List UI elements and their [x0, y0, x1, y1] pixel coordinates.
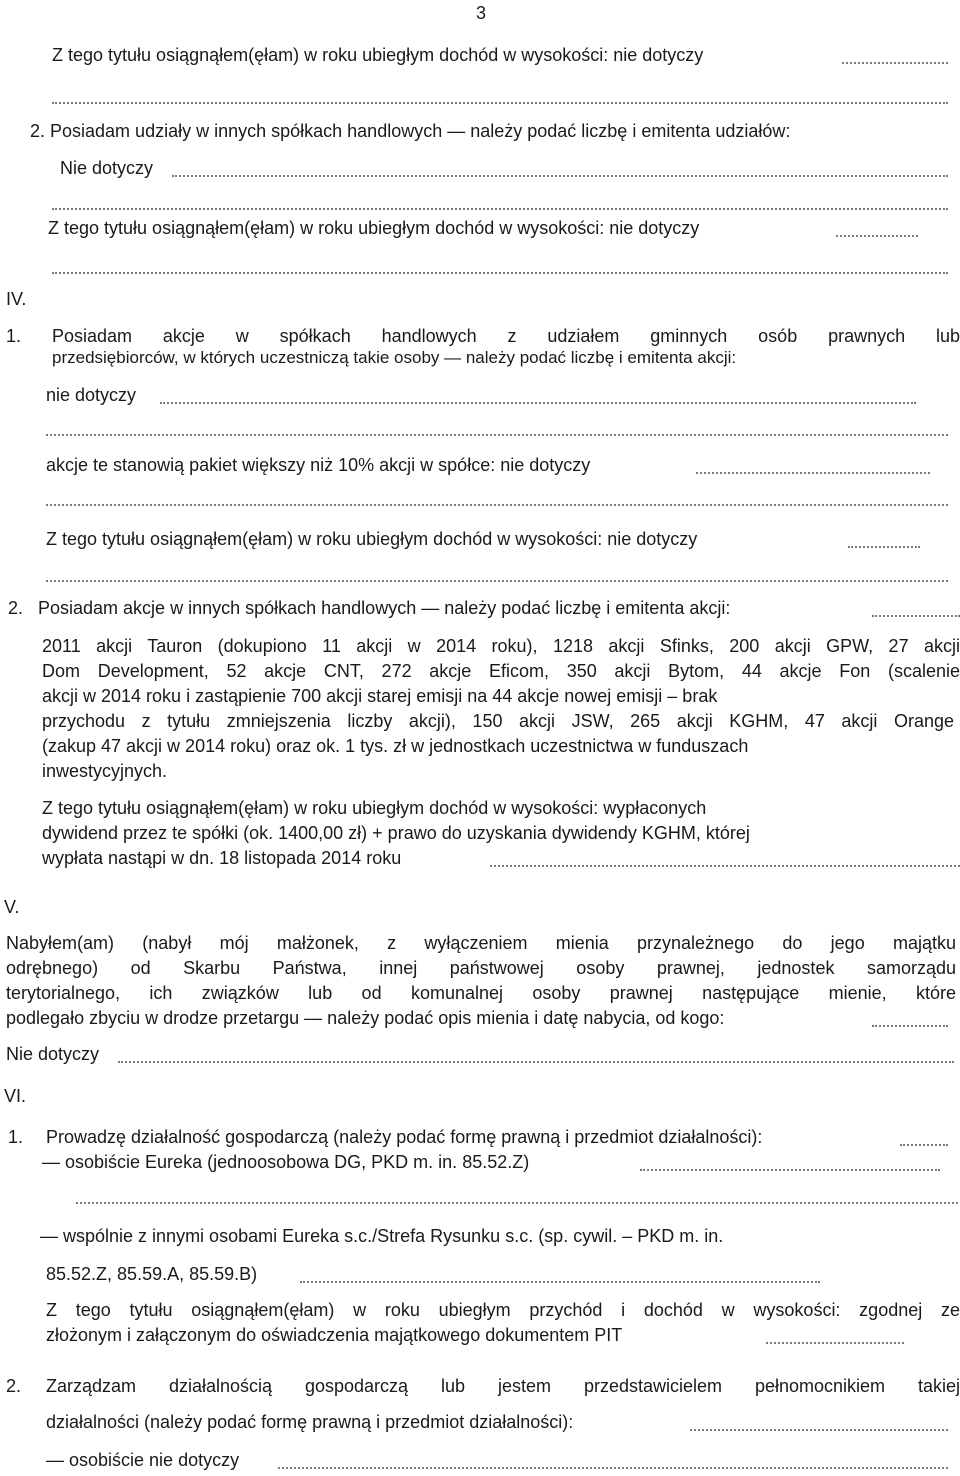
section-v-heading: V.: [4, 897, 20, 917]
dotted-fill: [872, 613, 960, 617]
dotted-fill: [842, 60, 948, 64]
section-vi-item-1-heading: Prowadzę działalność gospodarczą (należy podać formę prawną i przedmiot działalności):: [46, 1127, 763, 1147]
shares-income-line: wypłata nastąpi w dn. 18 listopada 2014 roku: [42, 848, 402, 868]
business-income-line-2: złożonym i załączonym do oświadczenia majątkowego dokumentem PIT: [46, 1325, 623, 1345]
section-iv-item-1-answer: nie dotyczy: [46, 385, 137, 405]
section-v-text-line: odrębnego) od Skarbu Państwa, innej państwowej osoby prawnej, jednostek samorządu: [6, 958, 956, 978]
dotted-fill: [300, 1279, 820, 1283]
dotted-fill: [172, 173, 948, 177]
shares-answer: Nie dotyczy: [60, 158, 154, 178]
section-vi-item-2-line-1: Zarządzam działalnością gospodarczą lub jestem przedstawicielem pełnomocnikiem takiej: [46, 1376, 960, 1396]
shares-answer-line: (zakup 47 akcji w 2014 roku) oraz ok. 1 tys. zł w jednostkach uczestnictwa w funduszach: [42, 736, 749, 756]
section-v-text-line: podlegało zbyciu w drodze przetargu — należy podać opis mienia i datę nabycia, od kogo:: [6, 1008, 725, 1028]
page-number: 3: [476, 3, 487, 23]
dotted-fill: [640, 1167, 940, 1171]
section-iv-package-line: akcje te stanowią pakiet większy niż 10% akcji w spółce: nie dotyczy: [46, 455, 591, 475]
section-iv-heading: IV.: [6, 289, 27, 309]
business-joint-line-1: — wspólnie z innymi osobami Eureka s.c./Strefa Rysunku s.c. (sp. cywil. – PKD m. in.: [40, 1226, 724, 1246]
dotted-line: [52, 206, 948, 210]
dotted-fill: [490, 863, 960, 867]
section-v-text-line: Nabyłem(am) (nabył mój małżonek, z wyłączeniem mienia przynależnego do jego majątku: [6, 933, 956, 953]
business-joint-line-2: 85.52.Z, 85.59.A, 85.59.B): [46, 1264, 258, 1284]
shares-answer-line: przychodu z tytułu zmniejszenia liczby akcji), 150 akcji JSW, 265 akcji KGHM, 47 akcji Orange: [42, 711, 954, 731]
section-iv-item-2-number: 2.: [8, 598, 24, 618]
business-income-line-1: Z tego tytułu osiągnąłem(ęłam) w roku ubiegłym przychód i dochód w wysokości: zgodnej ze: [46, 1300, 960, 1320]
business-personal: — osobiście Eureka (jednoosobowa DG, PKD m. in. 85.52.Z): [42, 1152, 530, 1172]
dotted-fill: [872, 1023, 948, 1027]
dotted-line: [46, 432, 948, 436]
shares-income-line: Z tego tytułu osiągnąłem(ęłam) w roku ubiegłym dochód w wysokości: wypłaconych: [42, 798, 707, 818]
section-vi-item-2-number: 2.: [6, 1376, 22, 1396]
dotted-fill: [160, 400, 916, 404]
prev-income-line: Z tego tytułu osiągnąłem(ęłam) w roku ubiegłym dochód w wysokości: nie dotyczy: [52, 45, 704, 65]
section-vi-item-2-answer: — osobiście nie dotyczy: [46, 1450, 240, 1470]
dotted-fill: [766, 1340, 904, 1344]
shares-income-line: dywidend przez te spółki (ok. 1400,00 zł) + prawo do uzyskania dywidendy KGHM, której: [42, 823, 750, 843]
dotted-fill: [848, 544, 920, 548]
section-iv-income-line: Z tego tytułu osiągnąłem(ęłam) w roku ubiegłym dochód w wysokości: nie dotyczy: [46, 529, 698, 549]
shares-answer-line: Dom Development, 52 akcje CNT, 272 akcje Eficom, 350 akcji Bytom, 44 akcje Fon (scalenie: [42, 661, 960, 681]
shares-answer-line: inwestycyjnych.: [42, 761, 168, 781]
section-v-answer: Nie dotyczy: [6, 1044, 100, 1064]
section-iv-item-1-line-2: przedsiębiorców, w których uczestniczą takie osoby — należy podać liczbę i emitenta akcji:: [52, 348, 737, 367]
dotted-fill: [696, 470, 930, 474]
dotted-line: [76, 1200, 958, 1204]
section-iv-item-2-heading: Posiadam akcje w innych spółkach handlowych — należy podać liczbę i emitenta akcji:: [38, 598, 731, 618]
shares-income-line: Z tego tytułu osiągnąłem(ęłam) w roku ubiegłym dochód w wysokości: nie dotyczy: [48, 218, 700, 238]
section-vi-heading: VI.: [4, 1086, 27, 1106]
section-iv-item-1-number: 1.: [6, 326, 22, 346]
shares-answer-line: akcji w 2014 roku i zastąpienie 700 akcji starej emisji na 44 akcje nowej emisji – brak: [42, 686, 718, 706]
dotted-fill: [118, 1059, 954, 1063]
dotted-line: [46, 502, 948, 506]
dotted-fill: [900, 1142, 948, 1146]
dotted-fill: [278, 1465, 948, 1469]
shares-answer-line: 2011 akcji Tauron (dokupiono 11 akcji w 2014 roku), 1218 akcji Sfinks, 200 akcji GPW, 27 akcji: [42, 636, 960, 656]
section-vi-item-1-number: 1.: [8, 1127, 24, 1147]
dotted-line: [46, 578, 948, 582]
section-iv-item-1-line-1: Posiadam akcje w spółkach handlowych z udziałem gminnych osób prawnych lub: [52, 326, 960, 346]
section-vi-item-2-line-2: działalności (należy podać formę prawną i przedmiot działalności):: [46, 1412, 574, 1432]
dotted-line: [52, 100, 948, 104]
dotted-fill: [836, 233, 918, 237]
dotted-line: [52, 270, 948, 274]
item-2-shares-heading: 2. Posiadam udziały w innych spółkach handlowych — należy podać liczbę i emitenta udziałów:: [30, 121, 791, 141]
dotted-fill: [690, 1427, 948, 1431]
section-v-text-line: terytorialnego, ich związków lub od komunalnej osoby prawnej następujące mienie, które: [6, 983, 956, 1003]
